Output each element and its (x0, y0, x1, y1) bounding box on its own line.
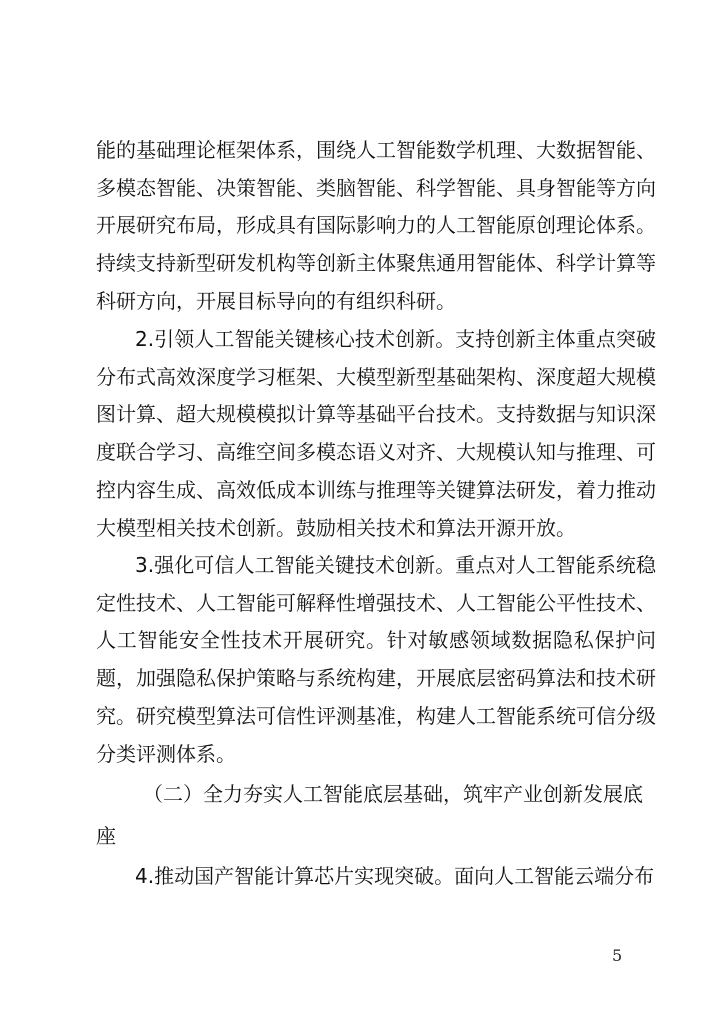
paragraph-basic-theory: 能的基础理论框架体系，围绕人工智能数学机理、大数据智能、多模态智能、决策智能、类脑智能、科学智能、具身智能等方向开展研究布局，形成具有国际影响力的人工智能原创理论体系。持续支持新型研发机构等创新主体聚焦通用智能体、科学计算等科研方向，开展目标导向的有组织科研。 (96, 138, 656, 313)
section-heading-line1: （二）全力夯实人工智能底层基础，筑牢产业创新发展底 (143, 782, 643, 806)
paragraph-core-tech-innovation: 2.引领人工智能关键核心技术创新。支持创新主体重点突破分布式高效深度学习框架、大模型新型基础架构、深度超大规模图计算、超大规模模拟计算等基础平台技术。支持数据与知识深度联合学习、高维空间多模态语义对齐、大规模认知与推理、可控内容生成、高效低成本训练与推理等关键算法研发，着力推动大模型相关技术创新。鼓励相关技术和算法开源开放。 (96, 327, 656, 540)
section-heading-line2: 座 (96, 824, 116, 848)
page-number: 5 (612, 946, 623, 965)
paragraph-trustworthy-ai: 3.强化可信人工智能关键技术创新。重点对人工智能系统稳定性技术、人工智能可解释性增强技术、人工智能公平性技术、人工智能安全性技术开展研究。针对敏感领域数据隐私保护问题，加强隐私保护策略与系统构建，开展底层密码算法和技术研究。研究模型算法可信性评测基准，构建人工智能系统可信分级分类评测体系。 (96, 553, 656, 766)
paragraph-chip-breakthrough: 4.推动国产智能计算芯片实现突破。面向人工智能云端分布 (135, 864, 655, 888)
